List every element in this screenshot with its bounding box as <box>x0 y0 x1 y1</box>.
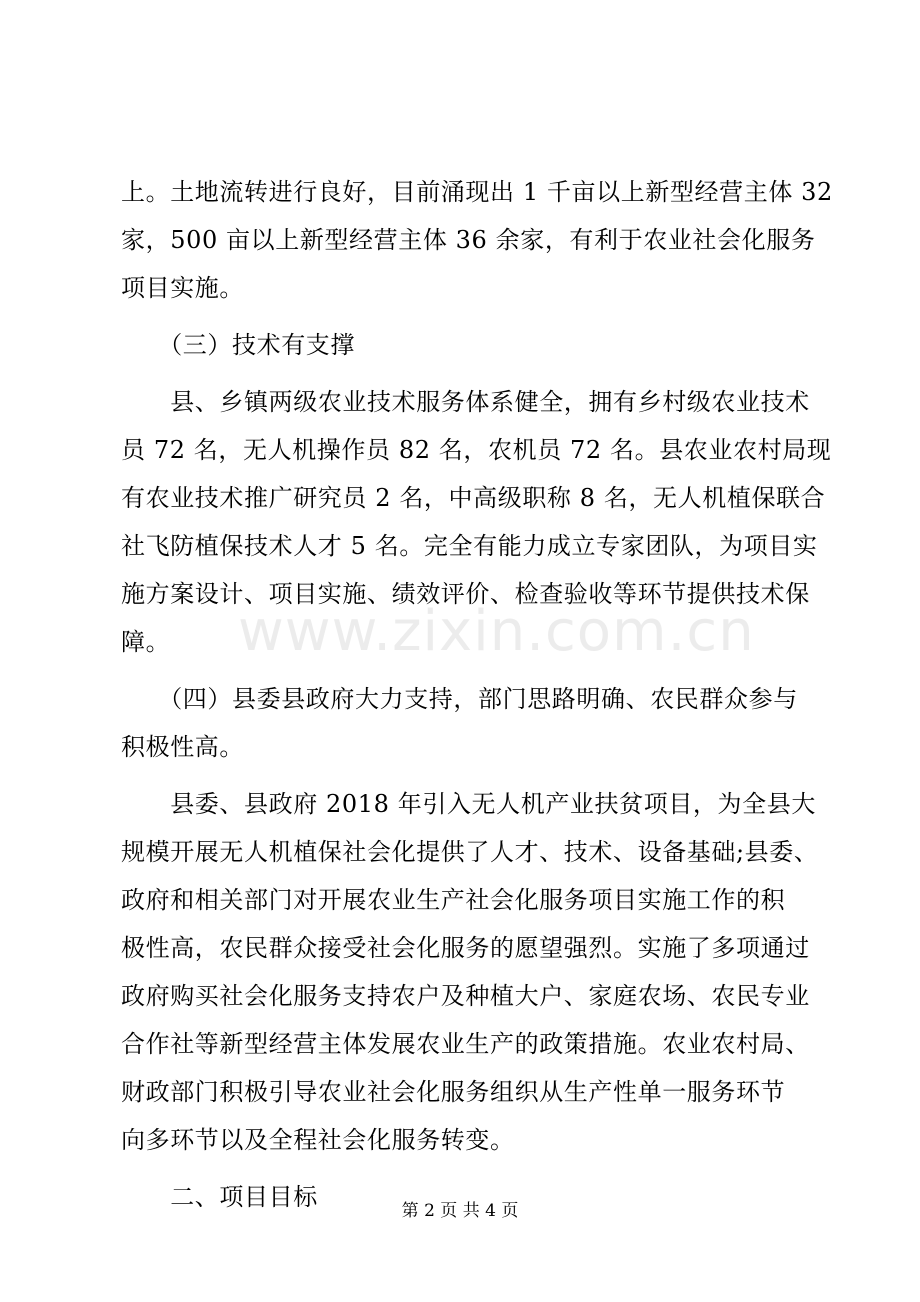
text-line: 社飞防植保技术人才 5 名。完全有能力成立专家团队，为项目实 <box>121 532 818 560</box>
text-line: 规模开展无人机植保社会化提供了人才、技术、设备基础;县委、 <box>121 838 819 866</box>
section-heading: 二、项目目标 <box>121 1183 318 1211</box>
text-line: 施方案设计、项目实施、绩效评价、检查验收等环节提供技术保 <box>121 580 810 608</box>
document-body <box>121 168 833 1221</box>
text-line: 合作社等新型经营主体发展农业生产的政策措施。农业农村局、 <box>121 1030 810 1058</box>
watermark: www.zixin.com.cn <box>238 599 755 664</box>
text-line: 县、乡镇两级农业技术服务体系健全，拥有乡村级农业技术 <box>121 388 810 416</box>
section-heading: （三）技术有支撑 <box>121 331 355 359</box>
text-line: 县委、县政府 2018 年引入无人机产业扶贫项目，为全县大 <box>121 790 816 818</box>
text-line: 员 72 名，无人机操作员 82 名，农机员 72 名。县农业农村局现 <box>121 436 832 464</box>
page-footer: 第 2 页 共 4 页 <box>401 1201 519 1221</box>
text-line: 上。土地流转进行良好，目前涌现出 1 千亩以上新型经营主体 32 <box>121 178 833 206</box>
text-line: 向多环节以及全程社会化服务转变。 <box>121 1126 515 1154</box>
text-line: 政府和相关部门对开展农业生产社会化服务项目实施工作的积 <box>121 886 786 914</box>
text-line: 家，500 亩以上新型经营主体 36 余家，有利于农业社会化服务 <box>121 226 816 254</box>
text-line: 财政部门积极引导农业社会化服务组织从生产性单一服务环节 <box>121 1078 786 1106</box>
text-line: 有农业技术推广研究员 2 名，中高级职称 8 名，无人机植保联合 <box>121 484 826 512</box>
text-line: 项目实施。 <box>121 274 244 302</box>
text-line: 极性高，农民群众接受社会化服务的愿望强烈。实施了多项通过 <box>121 934 810 962</box>
text-line: 障。 <box>121 628 171 656</box>
section-heading: （四）县委县政府大力支持，部门思路明确、农民群众参与 <box>121 685 798 713</box>
text-line: 政府购买社会化服务支持农户及种植大户、家庭农场、农民专业 <box>121 982 810 1010</box>
section-heading-continued: 积极性高。 <box>121 733 244 761</box>
